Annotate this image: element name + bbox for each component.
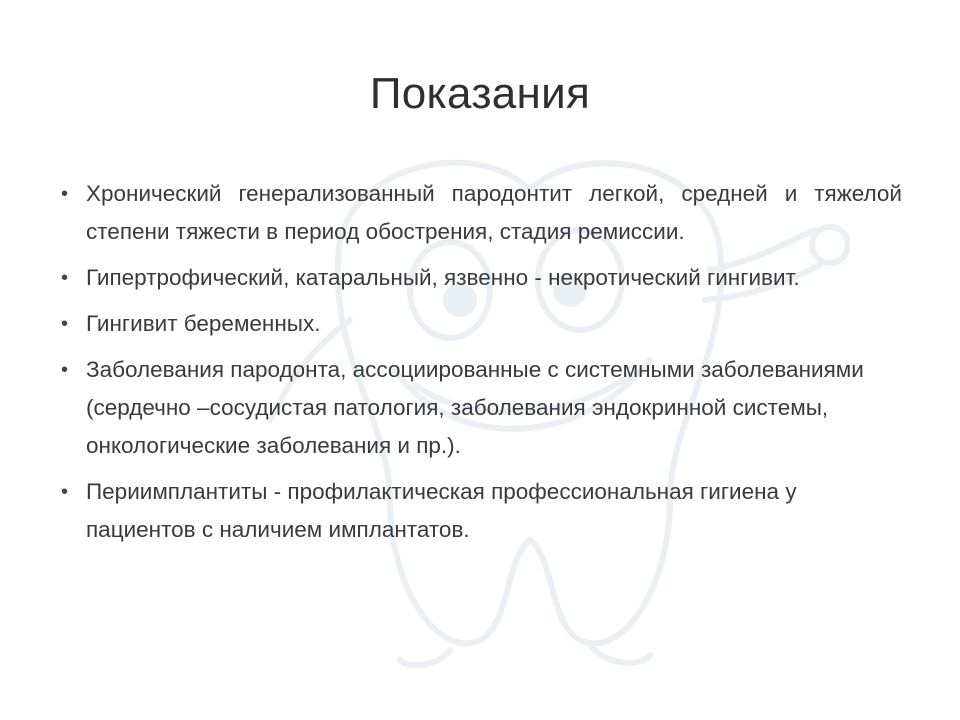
- bullet-item: [61, 351, 902, 465]
- bullet-dot-icon: •: [61, 359, 69, 381]
- bullet-text: Гингивит беременных.: [86, 311, 321, 336]
- bullet-text: Заболевания пародонта, ассоциированные с системными заболеваниями (сердечно –сосудистая патология, заболевания эндокринной системы, онкологические заболевания и пр.).: [86, 357, 864, 458]
- bullet-dot-icon: •: [61, 183, 69, 205]
- bullet-text: Хронический генерализованный пародонтит легкой, средней и тяжелой степени тяжести в период обострения, стадия ремиссии.: [86, 181, 902, 244]
- slide-title: Показания: [369, 69, 591, 118]
- bullet-dot-icon: •: [61, 481, 69, 503]
- bullet-item: [61, 473, 902, 549]
- bullet-list-container: [61, 175, 902, 557]
- bullet-item: [61, 259, 902, 297]
- bullet-list: [61, 175, 902, 549]
- bullet-text: Периимплантиты - профилактическая профессиональная гигиена у пациентов с наличием имплантатов.: [86, 479, 797, 542]
- bullet-item: [61, 175, 902, 251]
- bullet-dot-icon: •: [61, 313, 69, 335]
- bullet-text: Гипертрофический, катаральный, язвенно - некротический гингивит.: [86, 265, 800, 290]
- bullet-item: [61, 305, 902, 343]
- bullet-dot-icon: •: [61, 267, 69, 289]
